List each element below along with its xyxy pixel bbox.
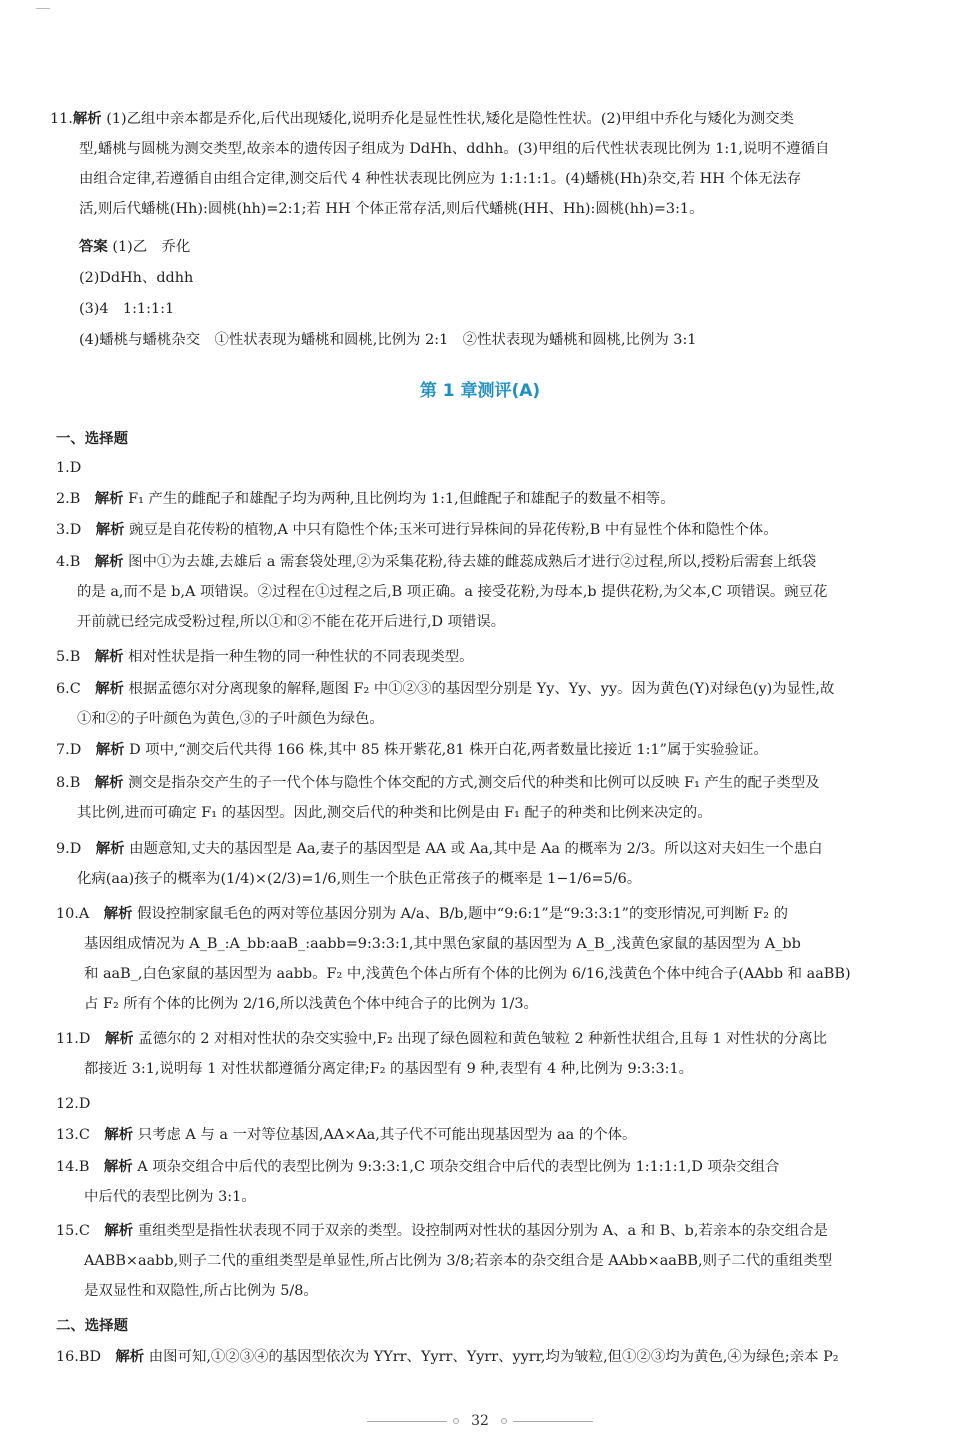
q8-line-1: 8.B 解析 测交是指杂交产生的子一代个体与隐性个体交配的方式,测交后代的种类和比例可以反映 F₁ 产生的配子类型及 xyxy=(56,775,820,791)
q9-line-1: 9.D 解析 由题意知,丈夫的基因型是 Aa,妻子的基因型是 AA 或 Aa,其中是 Aa 的概率为 2/3。所以这对夫妇生一个患白 xyxy=(56,841,823,857)
q14-line-1: 14.B 解析 A 项杂交组合中后代的表型比例为 9:3:3:1,C 项杂交组合中后代的表型比例为 1:1:1:1,D 项杂交组合 xyxy=(56,1159,780,1175)
prev-q11-line-3: 由组合定律,若遵循自由组合定律,测交后代 4 种性状表现比例应为 1:1:1:1。(4)蟠桃(Hh)杂交,若 HH 个体无法存 xyxy=(79,171,802,187)
prev-q11-line-1: 11.解析 (1)乙组中亲本都是乔化,后代出现矮化,说明乔化是显性性状,矮化是隐性性状。(2)甲组中乔化与矮化为测交类 xyxy=(50,111,794,127)
q6-line-1: 6.C 解析 根据孟德尔对分离现象的解释,题图 F₂ 中①②③的基因型分别是 Yy、Yy、yy。因为黄色(Y)对绿色(y)为显性,故 xyxy=(56,681,835,697)
q15-line-1: 15.C 解析 重组类型是指性状表现不同于双亲的类型。设控制两对性状的基因分别为 A、a 和 B、b,若亲本的杂交组合是 xyxy=(56,1223,828,1239)
q10-line-4: 占 F₂ 所有个体的比例为 2/16,所以浅黄色个体中纯合子的比例为 1/3。 xyxy=(84,996,538,1012)
prev-q11-answer-4: (4)蟠桃与蟠桃杂交 ①性状表现为蟠桃和圆桃,比例为 2:1 ②性状表现为蟠桃和圆桃,比例为 3:1 xyxy=(79,332,697,348)
prev-q11-answer-3: (3)4 1:1:1:1 xyxy=(79,301,175,317)
q15-line-3: 是双显性和双隐性,所占比例为 5/8。 xyxy=(84,1283,318,1299)
q5-line-1: 5.B 解析 相对性状是指一种生物的同一种性状的不同表现类型。 xyxy=(56,649,474,665)
page-number: 32 xyxy=(471,1413,489,1429)
prev-q11-answer-1: 答案 (1)乙 乔化 xyxy=(79,239,191,255)
footer-dot-left xyxy=(453,1418,459,1424)
q10-line-3: 和 aaB_,白色家鼠的基因型为 aabb。F₂ 中,浅黄色个体占所有个体的比例为 6/16,浅黄色个体中纯合子(AAbb 和 aaBB) xyxy=(84,966,851,982)
section-heading-1: 一、选择题 xyxy=(56,431,128,447)
footer-rule-left xyxy=(367,1421,447,1422)
q11-line-2: 都接近 3:1,说明每 1 对性状都遵循分离定律;F₂ 的基因型有 9 种,表型有 4 种,比例为 9:3:3:1。 xyxy=(84,1061,694,1077)
prev-q11-answer-2: (2)DdHh、ddhh xyxy=(79,270,194,286)
top-rule xyxy=(36,8,50,9)
q16-line-1: 16.BD 解析 由图可知,①②③④的基因型依次为 YYrr、Yyrr、Yyrr、yyrr,均为皱粒,但①②③均为黄色,④为绿色;亲本 P₂ xyxy=(56,1349,839,1365)
prev-q11-line-4: 活,则后代蟠桃(Hh):圆桃(hh)=2:1;若 HH 个体正常存活,则后代蟠桃(HH、Hh):圆桃(hh)=3:1。 xyxy=(79,201,704,217)
q15-line-2: AABB×aabb,则子二代的重组类型是单显性,所占比例为 3/8;若亲本的杂交组合是 AAbb×aaBB,则子二代的重组类型 xyxy=(84,1253,833,1269)
q4-line-2: 的是 a,而不是 b,A 项错误。②过程在①过程之后,B 项正确。a 接受花粉,为母本,b 提供花粉,为父本,C 项错误。豌豆花 xyxy=(77,584,828,600)
q9-line-2: 化病(aa)孩子的概率为(1/4)×(2/3)=1/6,则生一个肤色正常孩子的概率是 1−1/6=5/6。 xyxy=(77,871,642,887)
section-heading-2: 二、选择题 xyxy=(56,1318,128,1334)
q4-line-3: 开前就已经完成受粉过程,所以①和②不能在花开后进行,D 项错误。 xyxy=(77,614,506,630)
q3-line-1: 3.D 解析 豌豆是自花传粉的植物,A 中只有隐性个体;玉米可进行异株间的异花传粉,B 中有显性个体和隐性个体。 xyxy=(56,522,778,538)
q6-line-2: ①和②的子叶颜色为黄色,③的子叶颜色为绿色。 xyxy=(77,711,384,727)
q12-line: 12.D xyxy=(56,1096,91,1112)
q11-line-1: 11.D 解析 孟德尔的 2 对相对性状的杂交实验中,F₂ 出现了绿色圆粒和黄色皱粒 2 种新性状组合,且每 1 对性状的分离比 xyxy=(56,1031,828,1047)
q10-line-2: 基因组成情况为 A_B_:A_bb:aaB_:aabb=9:3:3:1,其中黑色家鼠的基因型为 A_B_,浅黄色家鼠的基因型为 A_bb xyxy=(84,936,801,952)
footer-rule-right xyxy=(513,1421,593,1422)
q10-line-1: 10.A 解析 假设控制家鼠毛色的两对等位基因分别为 A/a、B/b,题中“9:6:1”是“9:3:3:1”的变形情况,可判断 F₂ 的 xyxy=(56,906,789,922)
footer-dot-right xyxy=(501,1418,507,1424)
q1-line: 1.D xyxy=(56,460,82,476)
prev-q11-line-2: 型,蟠桃与圆桃为测交类型,故亲本的遗传因子组成为 DdHh、ddhh。(3)甲组的后代性状表现比例为 1:1,说明不遵循自 xyxy=(79,141,830,157)
q2-line-1: 2.B 解析 F₁ 产生的雌配子和雄配子均为两种,且比例均为 1:1,但雌配子和雄配子的数量不相等。 xyxy=(56,491,675,507)
chapter-title: 第 1 章测评(A) xyxy=(419,381,541,401)
q7-line-1: 7.D 解析 D 项中,“测交后代共得 166 株,其中 85 株开紫花,81 株开白花,两者数量比接近 1:1”属于实验验证。 xyxy=(56,742,768,758)
q4-line-1: 4.B 解析 图中①为去雄,去雄后 a 需套袋处理,②为采集花粉,待去雄的雌蕊成熟后才进行②过程,所以,授粉后需套上纸袋 xyxy=(56,554,817,570)
page-footer xyxy=(0,1413,960,1429)
q8-line-2: 其比例,进而可确定 F₁ 的基因型。因此,测交后代的种类和比例是由 F₁ 配子的种类和比例来决定的。 xyxy=(77,805,712,821)
q14-line-2: 中后代的表型比例为 3:1。 xyxy=(84,1189,256,1205)
q13-line-1: 13.C 解析 只考虑 A 与 a 一对等位基因,AA×Aa,其子代不可能出现基因型为 aa 的个体。 xyxy=(56,1127,637,1143)
